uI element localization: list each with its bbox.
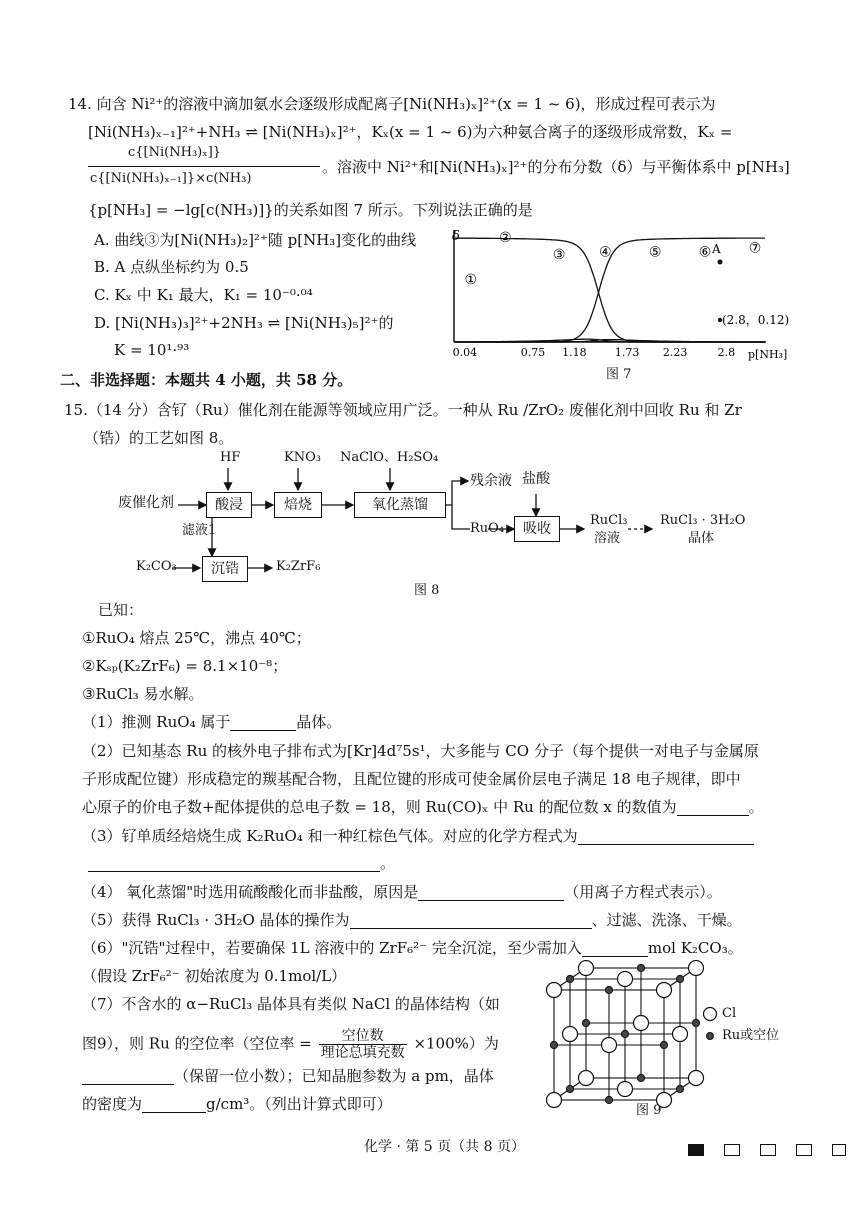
cl-atom (563, 1027, 578, 1042)
x-tick-labels (453, 346, 735, 359)
cl-atom (657, 983, 672, 998)
answer-blank-2[interactable] (677, 801, 749, 816)
answer-blank-6[interactable] (582, 942, 648, 957)
x-tick-label: 2.8 (717, 346, 736, 359)
x-tick-label: 1.18 (562, 346, 587, 359)
oxidant-reagents-label: NaClO、H₂SO₄ (340, 450, 439, 465)
q14-line3: 。溶液中 Ni²⁺和[Ni(NH₃)ₓ]²⁺的分布分数（δ）与平衡体系中 p[NH₃] (322, 158, 790, 176)
q15-part-6 (82, 940, 743, 957)
page-footer: 化学 · 第 5 页（共 8 页） (364, 1139, 525, 1155)
q15-part-1 (82, 714, 341, 731)
q14-fraction-denominator: c{[Ni(NH₃)ₓ₋₁]}×c(NH₃) (90, 171, 252, 186)
cl-atom (634, 1016, 649, 1031)
rucl3-solution-label-2: 溶液 (594, 531, 621, 546)
curve-label: ① (464, 271, 478, 288)
q14-option-b: B. A 点纵坐标约为 0.5 (94, 258, 249, 276)
q15-part-7-line-4 (82, 1096, 392, 1113)
cl-atom (547, 983, 562, 998)
q15-part-5-tail: 、过滤、洗涤、干燥。 (591, 911, 742, 929)
k2co3-label: K₂CO₃ (136, 559, 177, 574)
vacancy-fraction-denominator: 理论总填充数 (320, 1045, 405, 1062)
hydrochloric-acid-label: 盐酸 (522, 471, 550, 487)
y-axis-label: δ (452, 229, 460, 244)
vacancy-rate-fraction (319, 1028, 407, 1061)
q15-part-7-mid: ×100%）为 (413, 1034, 499, 1053)
q15-part-6-note: （假设 ZrF₆²⁻ 初始浓度为 0.1mol/L） (82, 967, 347, 985)
curve-label: ⑦ (748, 240, 762, 257)
cl-legend-icon (704, 1008, 717, 1021)
cl-atom (689, 961, 704, 976)
page-marker-filled (688, 1144, 704, 1156)
ru-or-vacancy-site (550, 1041, 557, 1048)
q15-part-2-line-2: 子形成配位键）形成稳定的羰基配合物，且配位键的形成可使金属价层电子满足 18 电子规律，即中 (82, 770, 741, 788)
lattice-atoms (547, 961, 704, 1108)
figure-9-crystal-structure (542, 960, 712, 1110)
ru-or-vacancy-site (566, 1085, 573, 1092)
legend-cl-label: Cl (722, 1006, 737, 1021)
q15-part-3-text: （3）钌单质经焙烧生成 K₂RuO₄ 和一种红棕色气体。对应的化学方程式为 (82, 827, 578, 845)
rucl3-solution-label-1: RuCl₃ (590, 513, 628, 528)
x-tick-label: 0.04 (452, 346, 478, 359)
ru-or-vacancy-site (582, 1019, 589, 1026)
known-title: 已知： (98, 601, 144, 619)
known-2: ②Kₛₚ(K₂ZrF₆) = 8.1×10⁻⁸； (82, 657, 288, 675)
q15-part-7-density-text: 的密度为 (82, 1095, 143, 1113)
product-label-2: 晶体 (688, 531, 715, 546)
ru-or-vacancy-site (676, 1085, 683, 1092)
figure-7-caption: 图 7 (606, 367, 632, 382)
answer-blank-4[interactable] (418, 886, 564, 901)
roast-box: 焙烧 (274, 492, 322, 518)
page-marker-empty (760, 1144, 776, 1156)
acid-leach-box: 酸浸 (206, 492, 252, 518)
figure-9-legend-symbols (702, 1004, 718, 1044)
point-annotation: (2.8，0.12) (722, 313, 790, 327)
known-3: ③RuCl₃ 易水解。 (82, 685, 204, 703)
q14-fraction-bar (88, 166, 320, 167)
zr-precipitation-box: 沉锆 (202, 556, 248, 582)
q14-line1: 14. 向含 Ni²⁺的溶液中滴加氨水会逐级形成配离子[Ni(NH₃)ₓ]²⁺(x = 1 ~ 6)，形成过程可表示为 (68, 95, 716, 113)
vacancy-fraction-numerator: 空位数 (319, 1028, 407, 1045)
q15-part-3-line-2 (88, 855, 395, 872)
ru-or-vacancy-site (637, 964, 644, 971)
curve-label: ⑥ (698, 244, 712, 261)
cl-atom (689, 1071, 704, 1086)
curve-label: ③ (552, 246, 566, 263)
oxidative-distillation-box: 氧化蒸馏 (354, 492, 446, 518)
hf-label: HF (220, 450, 241, 465)
figure-8-caption: 图 8 (414, 583, 440, 598)
section-2-heading: 二、非选择题：本题共 4 小题，共 58 分。 (60, 371, 353, 389)
cl-atom (618, 1082, 633, 1097)
cl-atom (602, 1038, 617, 1053)
q15-part-5-text: （5）获得 RuCl₃ · 3H₂O 晶体的操作为 (82, 911, 350, 929)
q15-part-4 (82, 884, 722, 901)
q15-part-3-tail: 。 (380, 854, 396, 872)
cl-atom (547, 1093, 562, 1108)
ru-or-vacancy-site (605, 1096, 612, 1103)
ru-or-vacancy-site (637, 1074, 644, 1081)
q15-part-2-line-1: （2）已知基态 Ru 的核外电子排布式为[Kr]4d⁷5s¹，大多能与 CO 分子（每个提供一对电子与金属原 (82, 742, 759, 760)
q15-part-7-density-tail: g/cm³。（列出计算式即可） (206, 1095, 392, 1113)
q15-part-2-line-3 (82, 799, 764, 816)
ruo4-label: RuO₄ (470, 521, 505, 536)
x-tick-label: 0.75 (520, 346, 546, 359)
cl-atom (579, 1071, 594, 1086)
q15-intro-2: （锆）的工艺如图 8。 (84, 429, 234, 447)
ru-or-vacancy-site (566, 975, 573, 982)
x-tick-label: 2.23 (662, 346, 688, 359)
q15-part-7-line-3 (82, 1068, 494, 1085)
legend-ru-label: Ru或空位 (722, 1028, 780, 1043)
q15-part-7-tail: （保留一位小数）；已知晶胞参数为 a pm，晶体 (174, 1067, 494, 1085)
waste-catalyst-label: 废催化剂 (118, 495, 174, 511)
ru-or-vacancy-site (676, 975, 683, 982)
q14-option-c: C. Kₓ 中 K₁ 最大，K₁ = 10⁻⁰·⁰⁴ (94, 286, 313, 304)
q15-part-7-line-1: （7）不含水的 α−RuCl₃ 晶体具有类似 NaCl 的晶体结构（如 (82, 995, 500, 1013)
figure-9-caption: 图 9 (636, 1103, 662, 1118)
q15-part-3-line-1 (82, 828, 754, 845)
q15-intro-1: 15.（14 分）含钌（Ru）催化剂在能源等领域应用广泛。一种从 Ru /ZrO₂ 废催化剂中回收 Ru 和 Zr (64, 401, 742, 419)
curve-label: ④ (598, 244, 612, 261)
ru-legend-icon (707, 1033, 714, 1040)
q15-part-6-tail: mol K₂CO₃。 (647, 939, 743, 957)
answer-blank-3b[interactable] (88, 857, 380, 872)
ru-or-vacancy-site (621, 1030, 628, 1037)
product-label-1: RuCl₃ · 3H₂O (660, 513, 746, 528)
known-1: ①RuO₄ 熔点 25℃，沸点 40℃； (82, 629, 311, 647)
q15-part-1-text: （1）推测 RuO₄ 属于 (82, 713, 231, 731)
ru-or-vacancy-site (692, 1019, 699, 1026)
filtrate-label: 滤液1 (182, 523, 217, 538)
answer-blank-5[interactable] (350, 914, 592, 929)
q15-part-4-tail: （用离子方程式表示）。 (564, 883, 722, 901)
cl-atom (618, 972, 633, 987)
answer-blank-1[interactable] (230, 716, 296, 731)
residue-label: 残余液 (470, 473, 512, 489)
absorb-box: 吸收 (514, 516, 560, 542)
q14-option-d-k: K = 10¹·⁹³ (114, 341, 190, 359)
cl-atom (579, 961, 594, 976)
q15-part-5 (82, 912, 742, 929)
answer-blank-7b[interactable] (142, 1098, 206, 1113)
cl-atom (673, 1027, 688, 1042)
answer-blank-7a[interactable] (82, 1070, 174, 1085)
q15-part-1-tail: 晶体。 (296, 713, 342, 731)
kno3-label: KNO₃ (284, 450, 321, 465)
page-marker-empty (724, 1144, 740, 1156)
q15-part-6-text: （6）"沉锆"过程中，若要确保 1L 溶液中的 ZrF₆²⁻ 完全沉淀，至少需加入 (82, 939, 582, 957)
page-marker-empty (796, 1144, 812, 1156)
q14-line2: [Ni(NH₃)ₓ₋₁]²⁺+NH₃ ⇌ [Ni(NH₃)ₓ]²⁺，Kₓ(x = 1 ~ 6)为六种氨合离子的逐级形成常数，Kₓ = (88, 123, 733, 141)
x-axis-label: p[NH₃] (748, 348, 788, 361)
curve-label: ⑤ (648, 244, 662, 261)
k2zrf6-label: K₂ZrF₆ (276, 559, 321, 574)
page-marker-empty (832, 1144, 846, 1156)
q15-part-2-text: 心原子的价电子数+配体提供的总电子数 = 18，则 Ru(CO)ₓ 中 Ru 的配位数 x 的数值为 (82, 798, 677, 816)
q14-fraction-numerator: c{[Ni(NH₃)ₓ]} (128, 145, 222, 160)
q15-part-4-text: （4） 氧化蒸馏"时选用硫酸酸化而非盐酸，原因是 (82, 883, 419, 901)
q15-part-7-text: 图9），则 Ru 的空位率（空位率 = (82, 1034, 312, 1053)
x-tick-label: 1.73 (614, 346, 640, 359)
figure-7-chart (440, 224, 800, 384)
q14-option-d: D. [Ni(NH₃)₃]²⁺+2NH₃ ⇌ [Ni(NH₃)₅]²⁺的 (94, 314, 394, 332)
curve-label: ② (499, 230, 512, 247)
answer-blank-3a[interactable] (578, 830, 754, 845)
point-a-label: A (712, 242, 721, 256)
point-a (718, 260, 723, 265)
q14-option-a: A. 曲线③为[Ni(NH₃)₂]²⁺随 p[NH₃]变化的曲线 (94, 231, 417, 249)
q14-line4: {p[NH₃] = −lg[c(NH₃)]}的关系如图 7 所示。下列说法正确的是 (88, 201, 533, 219)
ru-or-vacancy-site (605, 986, 612, 993)
q15-part-2-tail: 。 (748, 798, 764, 816)
ru-or-vacancy-site (660, 1041, 667, 1048)
q15-part-7-line-2 (82, 1028, 499, 1061)
